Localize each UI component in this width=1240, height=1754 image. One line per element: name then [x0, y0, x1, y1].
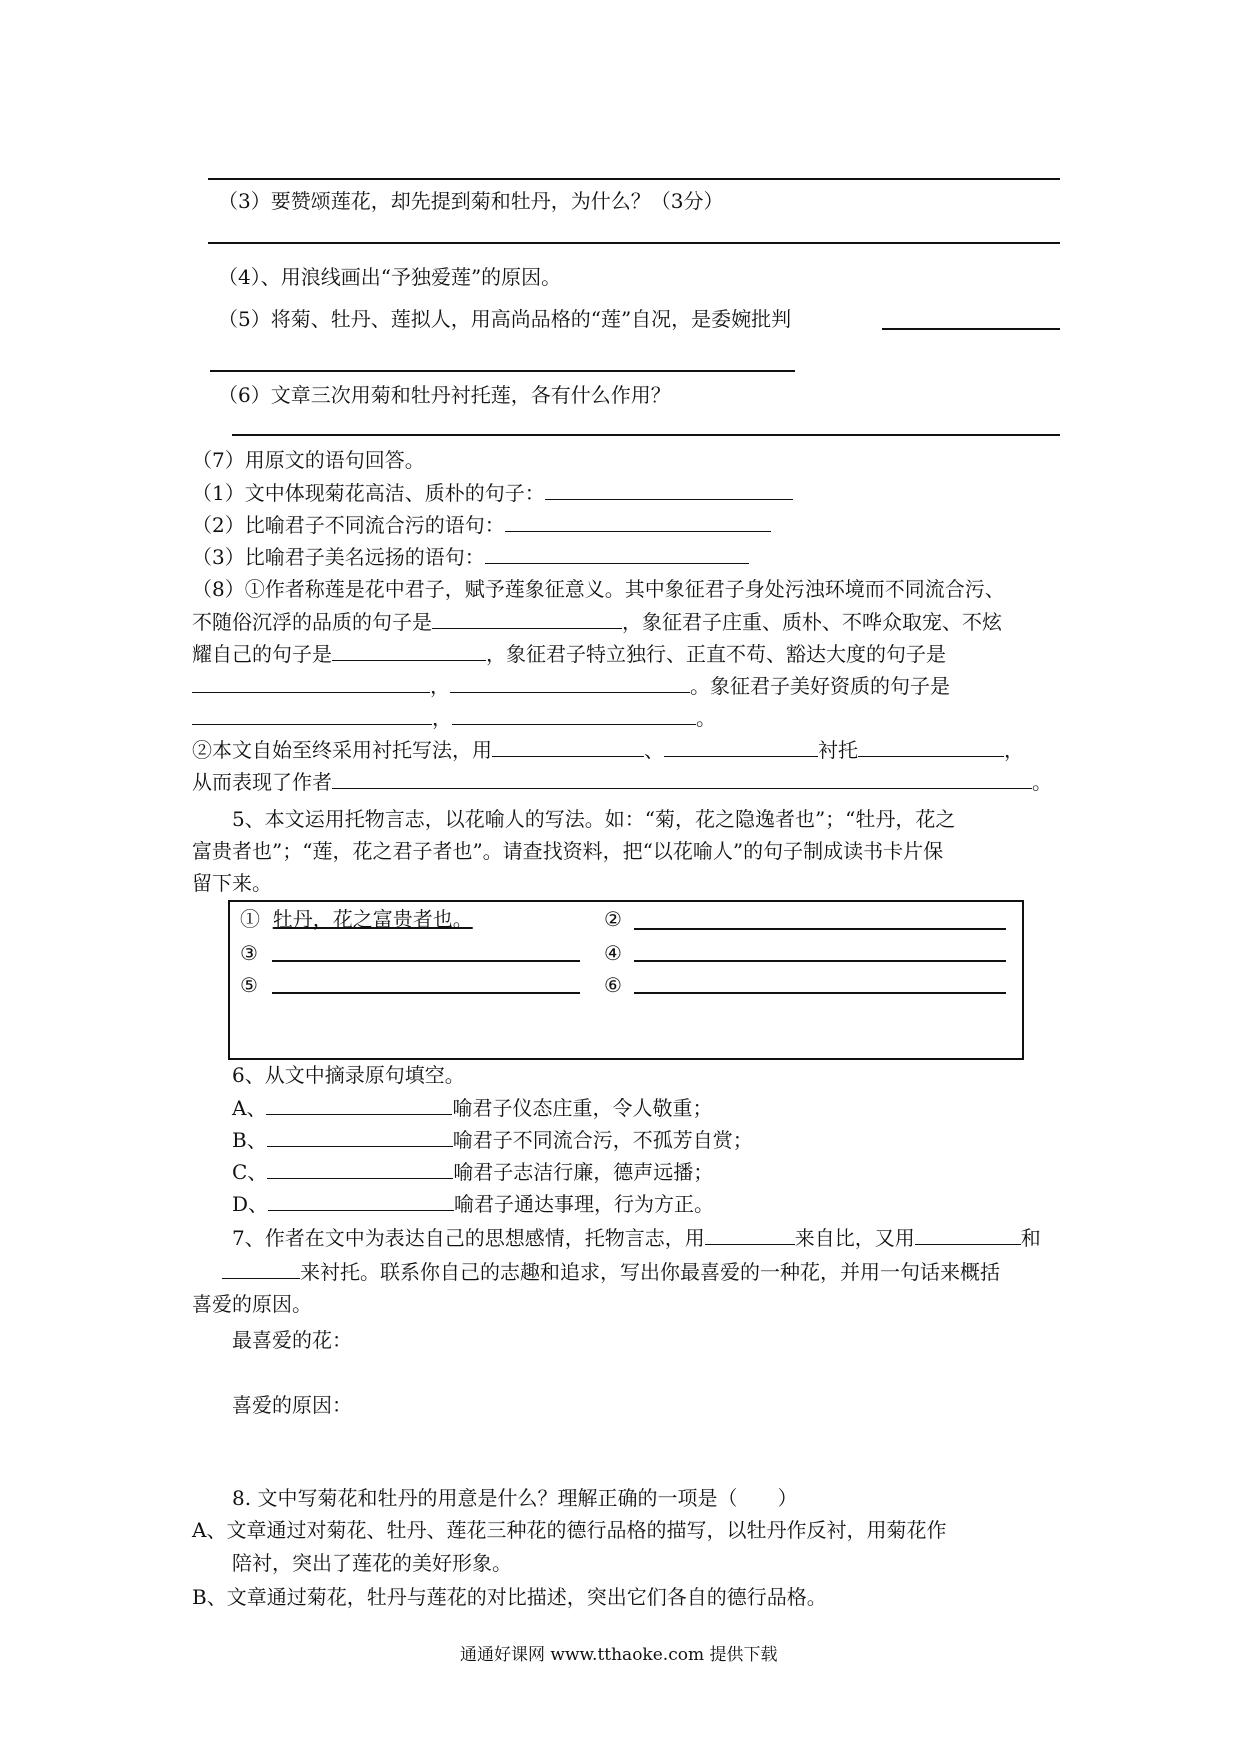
item-6-title: 6、从文中摘录原句填空。: [232, 1063, 465, 1087]
text: 。: [696, 706, 716, 730]
answer-blank[interactable]: [267, 1158, 453, 1179]
card-blank[interactable]: [634, 928, 1006, 930]
text: 和: [1020, 1226, 1041, 1250]
answer-line[interactable]: [208, 178, 1060, 180]
option-label: D、: [232, 1192, 269, 1216]
question-7-3: [192, 543, 749, 570]
question-8-line-6: [192, 736, 1024, 763]
text: 7、作者在文中为表达自己的思想感情，托物言志，用: [232, 1226, 705, 1250]
text: ，: [430, 674, 450, 698]
answer-blank[interactable]: [267, 1126, 453, 1147]
answer-line[interactable]: [208, 242, 1060, 244]
question-8-line-5: [192, 704, 716, 731]
answer-blank[interactable]: [915, 1224, 1021, 1245]
question-4: （4）、用浪线画出“予独爱莲”的原因。: [218, 265, 562, 289]
card-blank[interactable]: [634, 992, 1006, 994]
question-7-title: （7）用原文的语句回答。: [192, 448, 425, 472]
answer-blank[interactable]: [450, 672, 690, 693]
card-blank[interactable]: [272, 960, 580, 962]
answer-blank[interactable]: [266, 1094, 452, 1115]
item-6-c: [232, 1158, 713, 1185]
text: 。: [1032, 770, 1052, 794]
number: ③: [240, 941, 258, 965]
text: 、: [644, 738, 664, 762]
item-5-line-1: 5、本文运用托物言志，以花喻人的写法。如：“菊，花之隐逸者也”；“牡丹，花之: [232, 807, 956, 831]
answer-blank[interactable]: [332, 768, 1032, 789]
option-text: 喻君子通达事理，行为方正。: [454, 1192, 715, 1216]
question-8-line-7: [192, 768, 1052, 795]
text: ，象征君子特立独行、正直不苟、豁达大度的句子是: [486, 642, 946, 666]
option-label: A、: [232, 1096, 267, 1120]
answer-blank[interactable]: [432, 608, 622, 629]
text: 衬托: [818, 738, 858, 762]
number: ①: [240, 907, 260, 931]
question-3: （3）要赞颂莲花，却先提到菊和牡丹，为什么？（3分）: [218, 189, 724, 213]
text: 。象征君子美好资质的句子是: [690, 674, 950, 698]
card-item-1: [240, 906, 473, 932]
answer-blank[interactable]: [192, 704, 432, 725]
option-text: 喻君子志洁行廉，德声远播；: [453, 1160, 714, 1184]
answer-blank[interactable]: [268, 1190, 454, 1211]
item-5-line-3: 留下来。: [192, 871, 272, 895]
text: ②本文自始至终采用衬托写法，用: [192, 738, 492, 762]
favorite-flower-label: 最喜爱的花：: [232, 1328, 352, 1352]
answer-blank[interactable]: [858, 736, 1004, 757]
text: ，: [1004, 738, 1024, 762]
answer-blank[interactable]: [492, 736, 644, 757]
item-6-d: [232, 1190, 714, 1217]
card-item-6: [604, 972, 622, 998]
answer-blank[interactable]: [332, 640, 486, 661]
text: 耀自己的句子是: [192, 642, 332, 666]
item-6-b: [232, 1126, 753, 1153]
card-item-5: [240, 972, 258, 998]
card-example-text: 牡丹，花之富贵者也。: [272, 907, 473, 931]
answer-blank[interactable]: [485, 543, 749, 564]
prompt-text: （2）比喻君子不同流合污的语句：: [192, 513, 505, 537]
question-8-line-1: （8）①作者称莲是花中君子，赋予莲象征意义。其中象征君子身处污浊环境而不同流合污、: [192, 577, 1005, 601]
prompt-text: （3）比喻君子美名远扬的语句：: [192, 545, 485, 569]
card-blank[interactable]: [634, 960, 1006, 962]
text: 来衬托。联系你自己的志趣和追求，写出你最喜爱的一种花，并用一句话来概括: [300, 1260, 1000, 1284]
question-8-line-3: [192, 640, 946, 667]
card-item-2: [604, 906, 622, 932]
answer-line[interactable]: [210, 370, 795, 372]
answer-blank[interactable]: [452, 704, 696, 725]
item-7-line-2: [192, 1258, 1000, 1285]
card-item-4: [604, 940, 622, 966]
number: ⑥: [604, 973, 622, 997]
text: ，象征君子庄重、质朴、不哗众取宠、不炫: [622, 610, 1002, 634]
answer-line[interactable]: [882, 328, 1060, 330]
question-5: （5）将菊、牡丹、莲拟人，用高尚品格的“莲”自况，是委婉批判: [218, 307, 792, 331]
prompt-text: （1）文中体现菊花高洁、质朴的句子：: [192, 481, 545, 505]
item-8-option-a-line-2: 陪衬，突出了莲花的美好形象。: [232, 1551, 512, 1575]
answer-blank[interactable]: [222, 1258, 300, 1279]
item-8-title: 8. 文中写菊花和牡丹的用意是什么？理解正确的一项是（ ）: [232, 1486, 798, 1510]
text: ，: [432, 706, 452, 730]
question-7-1: [192, 479, 793, 506]
question-6: （6）文章三次用菊和牡丹衬托莲，各有什么作用？: [218, 383, 671, 407]
question-8-line-4: [192, 672, 950, 699]
text: 来自比，又用: [794, 1226, 915, 1250]
item-8-option-a-line-1: A、文章通过对菊花、牡丹、莲花三种花的德行品格的描写，以牡丹作反衬，用菊花作: [192, 1518, 947, 1542]
reason-label: 喜爱的原因：: [232, 1393, 352, 1417]
answer-blank[interactable]: [664, 736, 818, 757]
text: 不随俗沉浮的品质的句子是: [192, 610, 432, 634]
footer-source: 通通好课网 www.tthaoke.com 提供下载: [460, 1645, 778, 1665]
answer-blank[interactable]: [545, 479, 793, 500]
text: 从而表现了作者: [192, 770, 332, 794]
answer-blank[interactable]: [705, 1224, 795, 1245]
number: ②: [604, 907, 622, 931]
answer-line[interactable]: [232, 434, 1060, 436]
option-text: 喻君子仪态庄重，令人敬重；: [452, 1096, 713, 1120]
item-8-option-b: B、文章通过菊花，牡丹与莲花的对比描述，突出它们各自的德行品格。: [192, 1585, 827, 1609]
answer-blank[interactable]: [192, 672, 430, 693]
answer-blank[interactable]: [505, 511, 771, 532]
question-8-line-2: [192, 608, 1002, 635]
number: ④: [604, 941, 622, 965]
card-blank[interactable]: [272, 992, 580, 994]
item-7-line-1: [232, 1224, 1041, 1251]
question-7-2: [192, 511, 771, 538]
option-label: C、: [232, 1160, 268, 1184]
number: ⑤: [240, 973, 258, 997]
option-text: 喻君子不同流合污，不孤芳自赏；: [452, 1128, 753, 1152]
item-5-line-2: 富贵者也”；“莲，花之君子者也”。请查找资料，把“以花喻人”的句子制成读书卡片保: [192, 839, 944, 863]
item-7-line-3: 喜爱的原因。: [192, 1292, 312, 1316]
item-6-a: [232, 1094, 712, 1121]
card-item-3: [240, 940, 258, 966]
option-label: B、: [232, 1128, 267, 1152]
